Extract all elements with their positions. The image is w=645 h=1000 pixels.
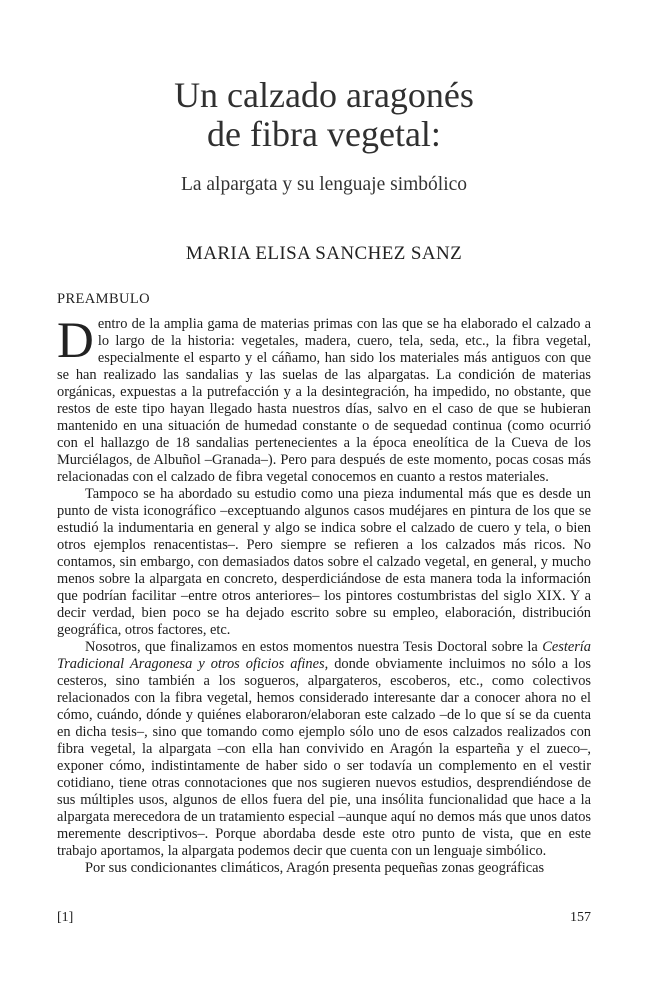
thesis-title-italic: Cestería Tradicional Aragonesa y otros oficios afines,: [57, 639, 591, 672]
title-line-1: Un calzado aragonés: [174, 75, 474, 115]
footnote-marker: [1]: [57, 910, 74, 925]
author-name: MARIA ELISA SANCHEZ SANZ: [185, 243, 463, 264]
drop-cap: D: [57, 313, 94, 369]
paragraph-1-text: entro de la amplia gama de materias primas con las que se ha elaborado el calzado a lo largo de la historia: vegetales, madera, cuero, tela, seda, etc., la fibra vegetal, especialmente el esparto y el cáñamo, han sido los materiales más antiguos con que se han realizado las sandalias y las suelas de las alpargatas. La condición de materias orgánicas, expuestas a la putrefacción y a la desintegración, ha impedido, no obstante, que restos de este tipo hayan llegado hasta nuestros días, salvo en el caso de que se hubieran mantenido en una situación de humedad constante o de sequedad continua (como ocurrió con el hallazgo de 18 sandalias pertenecientes a la época eneolítica de la Cueva de los Murciélagos, de Albuñol –Granada–). Pero para después de este momento, pocas cosas más relacionadas con el calzado de fibra vegetal conocemos en cuanto a restos materiales.: [57, 316, 591, 485]
page: [57, 0, 591, 1000]
paragraph-4: Por sus condicionantes climáticos, Aragón presenta pequeñas zonas geográficas: [85, 860, 545, 876]
paragraph-3-text-b: donde obviamente incluimos no sólo a los cesteros, sino también a los sogueros, alpargateros, escoberos, etc., como colectivos relacionados con la fibra vegetal, hemos considerado interesante dar a conocer ahora no el cómo, cuándo, dónde y quiénes elaboraron/elaboran este calzado –de lo que sí se da cuenta en dicha tesis–, sino que tomando como ejemplo sólo uno de esos calzados realizados con fibra vegetal, la alpargata –con ella han convivido en Aragón la esparteña y el zueco–, exponer cómo, indistintamente de haber sido o ser todavía un complemento en el vestir cotidiano, tiene otras connotaciones que nos sugieren nuevos estudios, desprendiéndose de sus múltiples usos, algunos de ellos fuera del pie, una insólita funcionalidad que hace a la alpargata merecedora de un tratamiento especial –aunque aquí no demos más que unos datos meremente descriptivos–. Porque abordaba desde este otro punto de vista, que en este trabajo aportamos, la alpargata podemos decir que cuenta con un lenguaje simbólico.: [57, 656, 591, 859]
paragraph-1: [57, 313, 591, 486]
title-line-2: de fibra vegetal:: [207, 114, 441, 154]
paragraph-3-text-a: Nosotros, que finalizamos en estos momentos nuestra Tesis Doctoral sobre la: [85, 639, 543, 655]
paragraph-3: [57, 639, 591, 860]
article-title: [57, 76, 591, 154]
section-heading: PREAMBULO: [57, 291, 151, 307]
paragraph-2: Tampoco se ha abordado su estudio como una pieza indumental más que es desde un punto de vista iconográfico –exceptuando algunos casos mudéjares en pintura de los que se estudió la indumentaria en general y algo se indica sobre el calzado de cuero y tela, o bien otros ejemplos renacentistas–. Pero siempre se refieren a los calzados más ricos. No contamos, sin embargo, con demasiados datos sobre el calzado vegetal, en general, y mucho menos sobre la alpargata en concreto, desperdiciándose de esta manera toda la información que podrían facilitar –entre otros anteriores– los pintores costumbristas del siglo XIX. Y a decir verdad, bien poco se ha dejado escrito sobre su empleo, elaboración, distribución geográfica, otros factores, etc.: [57, 486, 591, 638]
article-subtitle: La alpargata y su lenguaje simbólico: [180, 174, 468, 195]
page-number: 157: [570, 910, 591, 925]
body-text: [57, 313, 591, 877]
